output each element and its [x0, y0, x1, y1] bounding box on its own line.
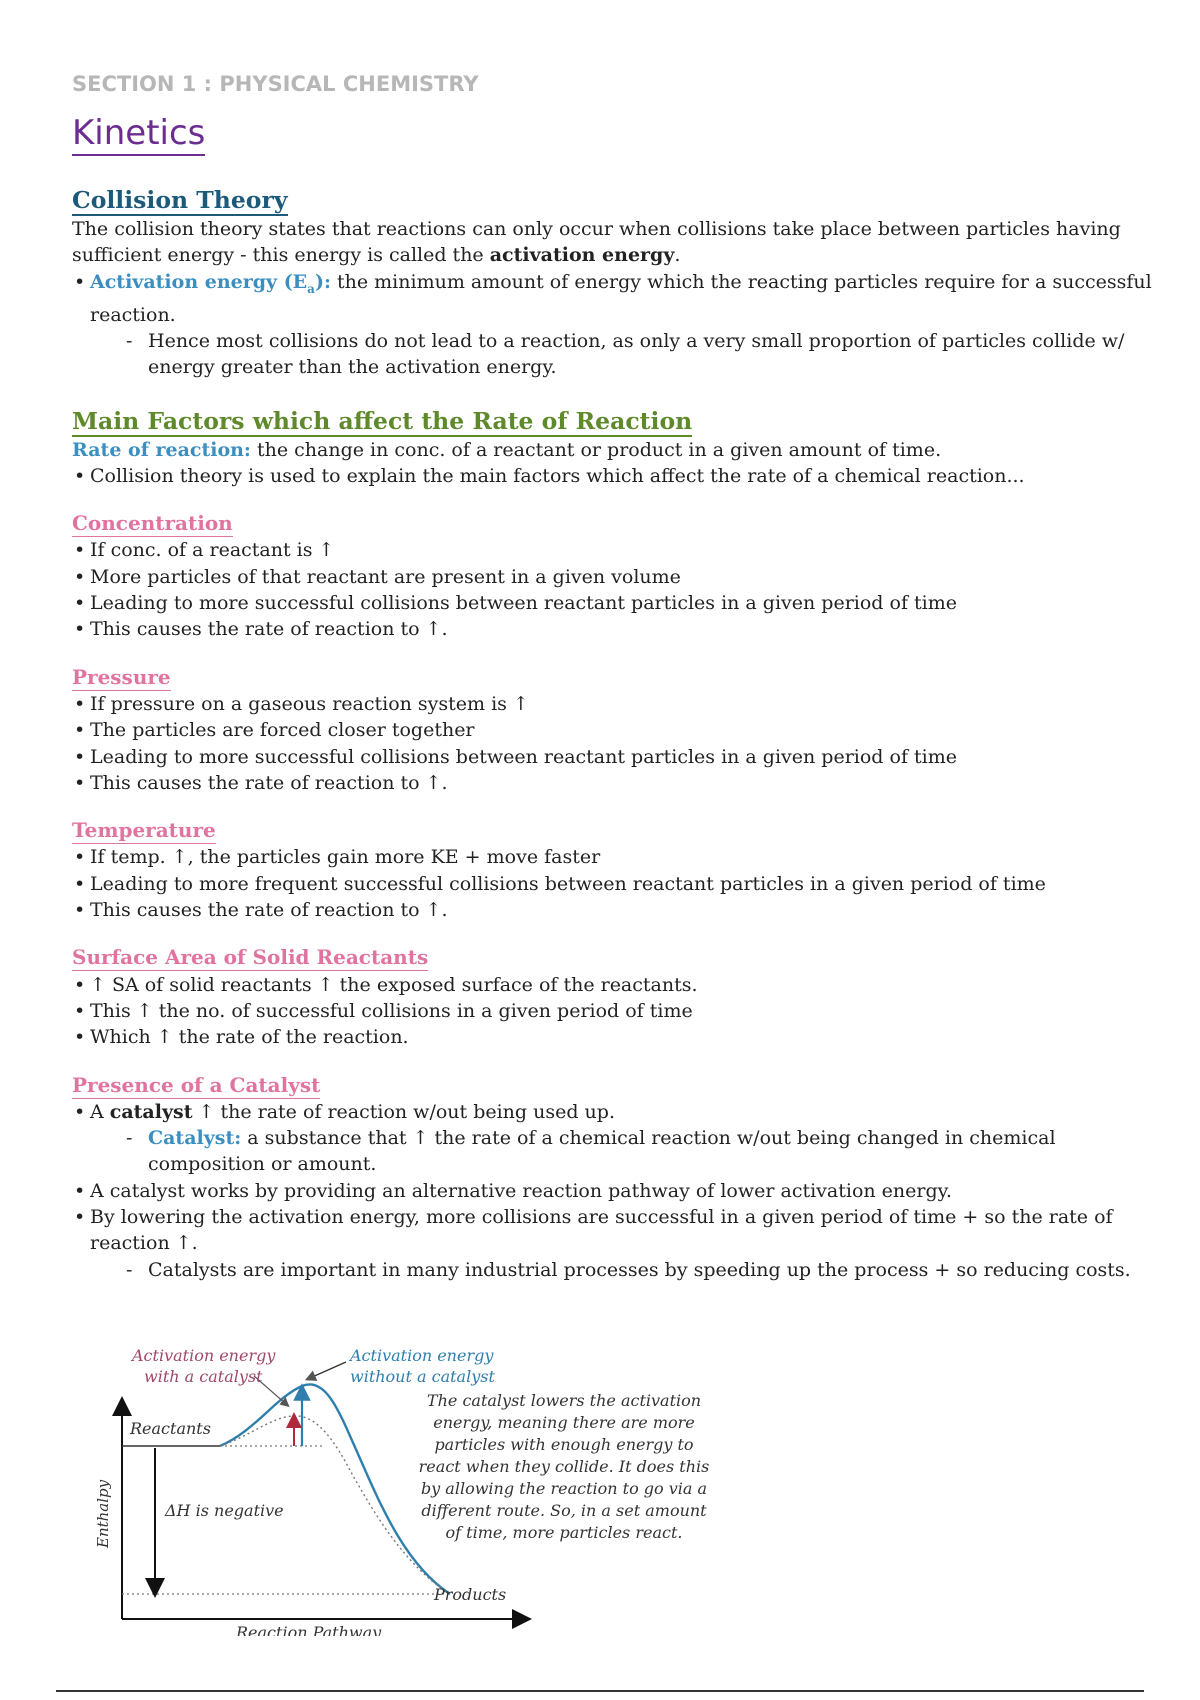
concentration-heading: Concentration: [72, 511, 233, 536]
list-item: • A catalyst ↑ the rate of reaction w/out being used up. - Catalyst: a substance that ↑ the rate of a chemical reaction w/out being changed in chemical composition or amount.: [72, 1099, 1152, 1178]
label-without-catalyst-2: without a catalyst: [350, 1367, 495, 1386]
caption-line: The catalyst lowers the activation: [426, 1391, 702, 1410]
caption-line: energy, meaning there are more: [433, 1413, 695, 1432]
main-factors-heading: Main Factors which affect the Rate of Reaction: [72, 406, 693, 435]
section-label: SECTION 1 : PHYSICAL CHEMISTRY: [72, 72, 479, 96]
collision-intro: The collision theory states that reactions can only occur when collisions take place between particles having sufficient energy - this energy is called the activation energy.: [72, 218, 1121, 267]
x-axis-label: Reaction Pathway: [236, 1623, 382, 1636]
list-item: • This causes the rate of reaction to ↑.: [72, 770, 1152, 796]
temperature-list: [72, 844, 1152, 923]
factors-intro-bullet: • Collision theory is used to explain the main factors which affect the rate of a chemical reaction...: [72, 463, 1152, 489]
surface-area-list: [72, 972, 1152, 1051]
list-item: • If pressure on a gaseous reaction system is ↑: [72, 691, 1152, 717]
list-item: • ↑ SA of solid reactants ↑ the exposed surface of the reactants.: [72, 972, 1152, 998]
collision-bullets: [72, 269, 1152, 381]
catalyst-definition: - Catalyst: a substance that ↑ the rate of a chemical reaction w/out being changed in chemical composition or amount.: [120, 1125, 1152, 1178]
delta-h-label: ΔH is negative: [165, 1501, 284, 1520]
list-item: • More particles of that reactant are present in a given volume: [72, 564, 1152, 590]
list-item: • By lowering the activation energy, more collisions are successful in a given period of time + so the rate of reaction ↑. - Catalysts are important in many industrial processes by speeding up the process + so reducing costs.: [72, 1204, 1152, 1283]
list-item: • This causes the rate of reaction to ↑.: [72, 616, 1152, 642]
concentration-list: [72, 537, 1152, 642]
label-without-catalyst-1: Activation energy: [350, 1346, 494, 1365]
pressure-list: [72, 691, 1152, 796]
caption-line: particles with enough energy to: [434, 1435, 694, 1454]
activation-energy-bullet: • Activation energy $(E_a)$: the minimum amount of energy which the reacting particles require for a successful reaction. - Hence most collisions do not lead to a reaction, as only a very small proportion of particles collide w/ energy greater than the activation energy.: [72, 269, 1152, 381]
caption-line: react when they collide. It does this: [418, 1457, 710, 1476]
label-with-catalyst-2: with a catalyst: [144, 1367, 263, 1386]
label-with-catalyst-1: Activation energy: [132, 1346, 276, 1365]
collision-theory-heading: Collision Theory: [72, 186, 288, 214]
activation-energy-subpoints: [90, 328, 1152, 381]
reactants-label: Reactants: [130, 1419, 211, 1438]
bottom-rule: [56, 1690, 1144, 1692]
catalyst-industrial-subpoints: [90, 1257, 1152, 1283]
page-title: Kinetics: [72, 112, 205, 156]
caption-line: of time, more particles react.: [445, 1523, 683, 1542]
pointer-without-catalyst: [310, 1362, 346, 1378]
list-item: • Which ↑ the rate of the reaction.: [72, 1024, 1152, 1050]
list-item: • This causes the rate of reaction to ↑.: [72, 897, 1152, 923]
list-item: • This ↑ the no. of successful collisions in a given period of time: [72, 998, 1152, 1024]
activation-energy-term: Activation energy $(E_a)$:: [90, 270, 331, 296]
caption-line: by allowing the reaction to go via a: [420, 1479, 708, 1498]
list-item: • Leading to more frequent successful collisions between reactant particles in a given period of time: [72, 871, 1152, 897]
temperature-heading: Temperature: [72, 818, 216, 843]
list-item: • A catalyst works by providing an alternative reaction pathway of lower activation energy.: [72, 1178, 1152, 1204]
list-item: • If temp. ↑, the particles gain more KE + move faster: [72, 844, 1152, 870]
catalyst-term: Catalyst:: [148, 1127, 242, 1150]
catalyst-subpoints: [90, 1125, 1152, 1178]
caption-line: different route. So, in a set amount: [421, 1501, 707, 1520]
factors-intro-list: [72, 463, 1152, 489]
y-axis-label: Enthalpy: [94, 1479, 112, 1548]
activation-energy-note: - Hence most collisions do not lead to a reaction, as only a very small proportion of particles collide w/ energy greater than the activation energy.: [120, 328, 1152, 381]
list-item: • If conc. of a reactant is ↑: [72, 537, 1152, 563]
catalyst-bold: catalyst: [109, 1100, 193, 1123]
products-label: Products: [434, 1585, 507, 1604]
activation-energy-bold: activation energy: [489, 244, 675, 267]
notes-content: [72, 186, 1152, 1283]
list-item: • Leading to more successful collisions between reactant particles in a given period of time: [72, 590, 1152, 616]
uncatalysed-curve: [220, 1384, 450, 1594]
catalyst-industrial-note: - Catalysts are important in many industrial processes by speeding up the process + so reducing costs.: [120, 1257, 1152, 1283]
list-item: • The particles are forced closer together: [72, 717, 1152, 743]
pressure-heading: Pressure: [72, 664, 171, 689]
rate-definition: Rate of reaction: the change in conc. of a reactant or product in a given amount of time.: [72, 438, 942, 461]
energy-profile-diagram: [60, 1336, 1140, 1636]
rate-term: Rate of reaction:: [72, 438, 251, 461]
list-item: • Leading to more successful collisions between reactant particles in a given period of time: [72, 744, 1152, 770]
catalyst-heading: Presence of a Catalyst: [72, 1072, 321, 1097]
surface-area-heading: Surface Area of Solid Reactants: [72, 945, 429, 970]
catalyst-list: [72, 1099, 1152, 1283]
